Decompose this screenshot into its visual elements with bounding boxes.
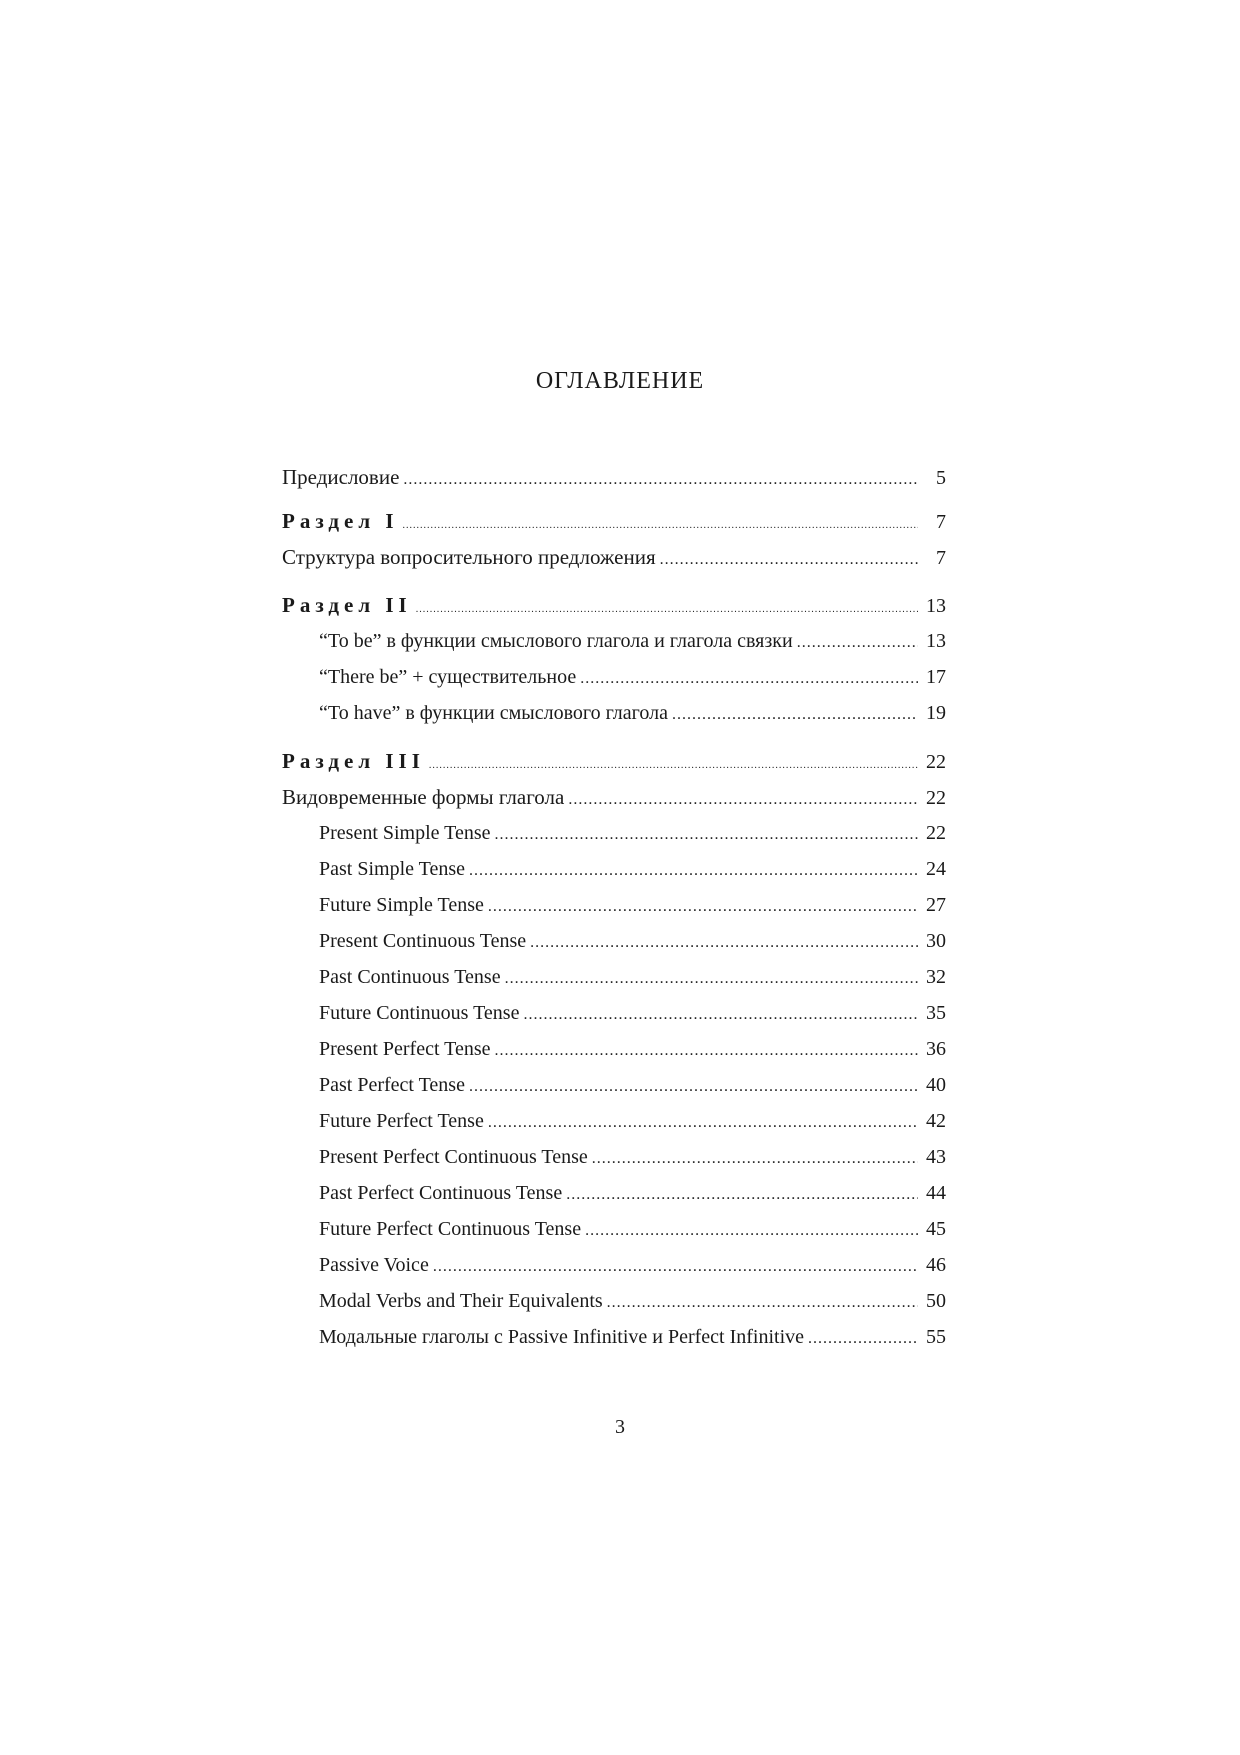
toc-entry-page: 5 [936,467,946,489]
toc-entry-label: Past Continuous Tense [319,966,501,988]
toc-entry-future-perfect[interactable] [282,1106,946,1136]
toc-entry-past-simple[interactable] [282,854,946,884]
toc-entry-label: Present Continuous Tense [319,930,527,952]
toc-entry-question-structure[interactable] [282,542,946,572]
toc-entry-label: “To have” в функции смыслового глагола [319,702,668,724]
dot-leader [469,856,918,886]
dot-leader [403,511,918,541]
toc-entry-present-perfect[interactable] [282,1034,946,1064]
toc-entry-label: Future Simple Tense [319,894,484,916]
toc-entry-label: Видовременные формы глагола [282,785,565,809]
dot-leader [592,1144,918,1174]
dot-leader [530,928,918,958]
toc-entry-page: 22 [926,751,946,773]
toc-entry-label: Предисловие [282,465,400,489]
toc-entry-page: 44 [926,1182,946,1204]
dot-leader [433,1252,918,1282]
toc-entry-past-perfect-continuous[interactable] [282,1178,946,1208]
dot-leader [403,465,918,495]
toc-entry-page: 22 [926,787,946,809]
toc-entry-label: Раздел III [282,749,425,773]
toc-entry-future-perfect-continuous[interactable] [282,1214,946,1244]
toc-entry-future-continuous[interactable] [282,998,946,1028]
toc-entry-past-continuous[interactable] [282,962,946,992]
toc-entry-page: 13 [926,630,946,652]
toc-entry-page: 24 [926,858,946,880]
toc-entry-label: Modal Verbs and Their Equivalents [319,1290,603,1312]
toc-entry-page: 22 [926,822,946,844]
toc-entry-label: Раздел II [282,593,412,617]
toc-entry-page: 27 [926,894,946,916]
toc-entry-to-be[interactable] [282,626,946,656]
dot-leader [488,1108,918,1138]
toc-entry-page: 40 [926,1074,946,1096]
page-title: ОГЛАВЛЕНИЕ [535,368,705,394]
dot-leader [808,1324,918,1354]
toc-entry-preface[interactable] [282,462,946,492]
dot-leader [797,628,918,658]
toc-entry-label: Модальные глаголы с Passive Infinitive и Perfect Infinitive [319,1326,805,1348]
page-number: 3 [615,1416,625,1438]
toc-entry-page: 43 [926,1146,946,1168]
toc-entry-label: Past Simple Tense [319,858,466,880]
dot-leader [429,751,918,781]
toc-entry-section-3[interactable] [282,746,946,776]
toc-entry-future-simple[interactable] [282,890,946,920]
toc-entry-present-simple[interactable] [282,818,946,848]
toc-entry-section-1[interactable] [282,506,946,536]
toc-entry-passive-voice[interactable] [282,1250,946,1280]
toc-entry-label: Future Continuous Tense [319,1002,520,1024]
toc-entry-label: Future Perfect Tense [319,1110,484,1132]
table-of-contents [282,462,946,1352]
toc-entry-label: Present Perfect Tense [319,1038,491,1060]
toc-entry-page: 32 [926,966,946,988]
toc-entry-label: “To be” в функции смыслового глагола и глагола связки [319,630,793,652]
dot-leader [568,785,918,815]
toc-entry-modal-passive-perfect[interactable] [282,1322,946,1352]
toc-entry-label: Past Perfect Continuous Tense [319,1182,563,1204]
dot-leader [580,664,918,694]
dot-leader [495,820,918,850]
toc-entry-label: Структура вопросительного предложения [282,545,656,569]
dot-leader [585,1216,918,1246]
toc-entry-page: 50 [926,1290,946,1312]
toc-entry-page: 36 [926,1038,946,1060]
toc-entry-page: 42 [926,1110,946,1132]
dot-leader [660,545,918,575]
toc-entry-present-continuous[interactable] [282,926,946,956]
toc-entry-label: Раздел I [282,509,399,533]
toc-entry-page: 19 [926,702,946,724]
toc-entry-label: Present Simple Tense [319,822,491,844]
toc-entry-label: Past Perfect Tense [319,1074,465,1096]
toc-entry-label: Passive Voice [319,1254,429,1276]
toc-entry-page: 35 [926,1002,946,1024]
toc-entry-label: Present Perfect Continuous Tense [319,1146,588,1168]
dot-leader [469,1072,918,1102]
dot-leader [672,700,918,730]
toc-entry-past-perfect[interactable] [282,1070,946,1100]
toc-entry-page: 7 [936,547,946,569]
toc-entry-section-2[interactable] [282,590,946,620]
dot-leader [607,1288,918,1318]
toc-entry-to-have[interactable] [282,698,946,728]
dot-leader [495,1036,918,1066]
toc-entry-verb-forms[interactable] [282,782,946,812]
toc-entry-label: “There be” + существительное [319,666,577,688]
dot-leader [488,892,918,922]
toc-entry-page: 17 [926,666,946,688]
toc-entry-label: Future Perfect Continuous Tense [319,1218,582,1240]
toc-entry-page: 30 [926,930,946,952]
toc-entry-present-perfect-continuous[interactable] [282,1142,946,1172]
dot-leader [566,1180,918,1210]
dot-leader [523,1000,918,1030]
toc-entry-modal-verbs[interactable] [282,1286,946,1316]
toc-entry-page: 7 [936,511,946,533]
toc-entry-page: 46 [926,1254,946,1276]
toc-entry-page: 13 [926,595,946,617]
dot-leader [505,964,918,994]
toc-entry-page: 45 [926,1218,946,1240]
toc-entry-there-be[interactable] [282,662,946,692]
dot-leader [416,595,918,625]
toc-entry-page: 55 [926,1326,946,1348]
